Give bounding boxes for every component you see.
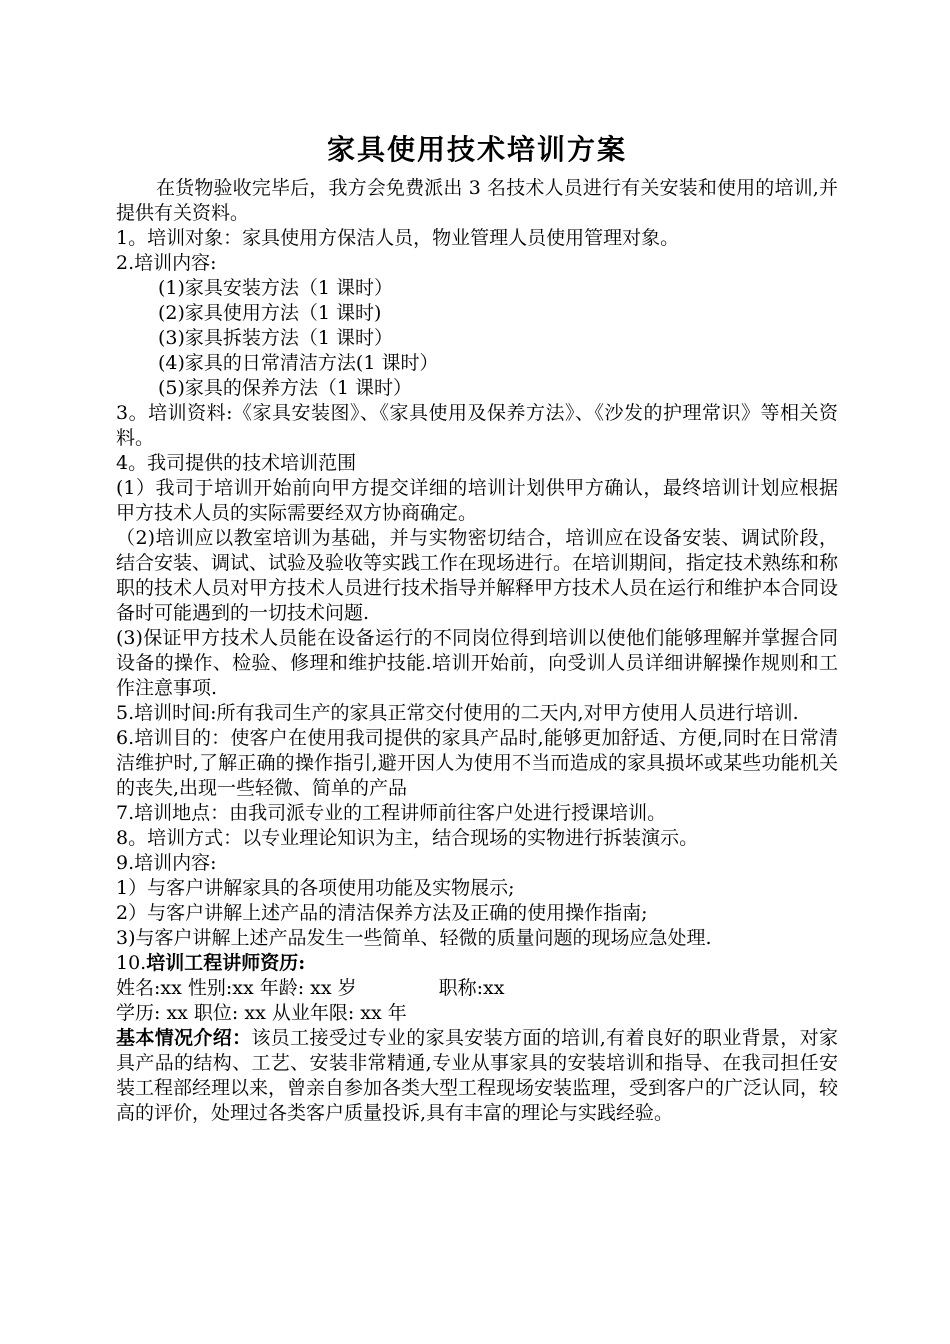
section-1: 1。培训对象：家具使用方保洁人员，物业管理人员使用管理对象。 <box>116 227 680 249</box>
section-5: 5.培训时间:所有我司生产的家具正常交付使用的二天内,对甲方使用人员进行培训. <box>116 702 799 724</box>
section-10-heading <box>116 951 838 976</box>
section-4-paragraph-2: （2)培训应以教室培训为基础，并与实物密切结合，培训应在设备安装、调试阶段，结合安装、调试、试验及验收等实践工作在现场进行。在培训期间，指定技术熟练和称职的技术人员对甲方技术人员进行技术指导并解释甲方技术人员在运行和维护本合同设备时可能遇到的一切技术问题. <box>116 527 839 624</box>
section-2-item: (2)家具使用方法（1 课时) <box>158 302 382 324</box>
trainer-info-line-1 <box>116 976 838 1001</box>
section-4-paragraph-1: (1）我司于培训开始前向甲方提交详细的培训计划供甲方确认，最终培训计划应根据甲方技术人员的实际需要经双方协商确定。 <box>116 477 838 524</box>
document-title: 家具使用技术培训方案 <box>326 133 627 166</box>
section-4-title: 4。我司提供的技术培训范围 <box>116 452 357 474</box>
section-3: 3。培训资料:《家具安装图》、《家具使用及保养方法》、《沙发的护理常识》等相关资料。 <box>116 402 838 449</box>
section-2-title: 2.培训内容: <box>116 252 217 274</box>
trainer-bio-label: 基本情况介绍： <box>116 1027 252 1049</box>
section-2-item: (4)家具的日常清洁方法(1 课时） <box>158 352 439 374</box>
section-8: 8。培训方式：以专业理论知识为主，结合现场的实物进行拆装演示。 <box>116 827 699 849</box>
document-page <box>116 128 838 1126</box>
trainer-name-gender-age: 姓名:xx 性别:xx 年龄: xx 岁 <box>116 977 357 999</box>
section-9-item: 3)与客户讲解上述产品发生一些简单、轻微的质量问题的现场应急处理. <box>116 927 712 949</box>
section-2-item: (3)家具拆装方法（1 课时） <box>158 327 394 349</box>
section-10-number: 10. <box>116 952 147 974</box>
section-4-paragraph-3: (3)保证甲方技术人员能在设备运行的不同岗位得到培训以使他们能够理解并掌握合同设备的操作、检验、修理和维护技能.培训开始前，向受训人员详细讲解操作规则和工作注意事项. <box>116 627 838 699</box>
document-body <box>116 176 838 1126</box>
trainer-bio <box>116 1026 838 1126</box>
section-6: 6.培训目的：使客户在使用我司提供的家具产品时,能够更加舒适、方便,同时在日常清洁维护时,了解正确的操作指引,避开因人为使用不当而造成的家具损坏或某些功能机关的丧失,出现一些轻微、简单的产品 <box>116 727 838 799</box>
trainer-title: 职称:xx <box>438 977 505 999</box>
section-9-item: 2）与客户讲解上述产品的清洁保养方法及正确的使用操作指南; <box>116 902 648 924</box>
section-10-label: 培训工程讲师资历: <box>146 952 306 974</box>
section-2-item: (1)家具安装方法（1 课时） <box>158 277 394 299</box>
section-9-title: 9.培训内容: <box>116 852 217 874</box>
trainer-bio-text: 该员工接受过专业的家具安装方面的培训,有着良好的职业背景，对家具产品的结构、工艺、安装非常精通,专业从事家具的安装培训和指导、在我司担任安装工程部经理以来，曾亲自参加各类大型工程现场安装监理，受到客户的广泛认同，较高的评价，处理过各类客户质量投诉,具有丰富的理论与实践经验。 <box>116 1027 839 1124</box>
section-9-item: 1）与客户讲解家具的各项使用功能及实物展示; <box>116 877 515 899</box>
section-7: 7.培训地点：由我司派专业的工程讲师前往客户处进行授课培训。 <box>116 802 667 824</box>
section-2-item: (5)家具的保养方法（1 课时） <box>158 377 413 399</box>
intro-paragraph: 在货物验收完毕后，我方会免费派出 3 名技术人员进行有关安装和使用的培训,并提供有关资料。 <box>116 177 838 224</box>
trainer-info-line-2: 学历: xx 职位: xx 从业年限: xx 年 <box>116 1002 407 1024</box>
